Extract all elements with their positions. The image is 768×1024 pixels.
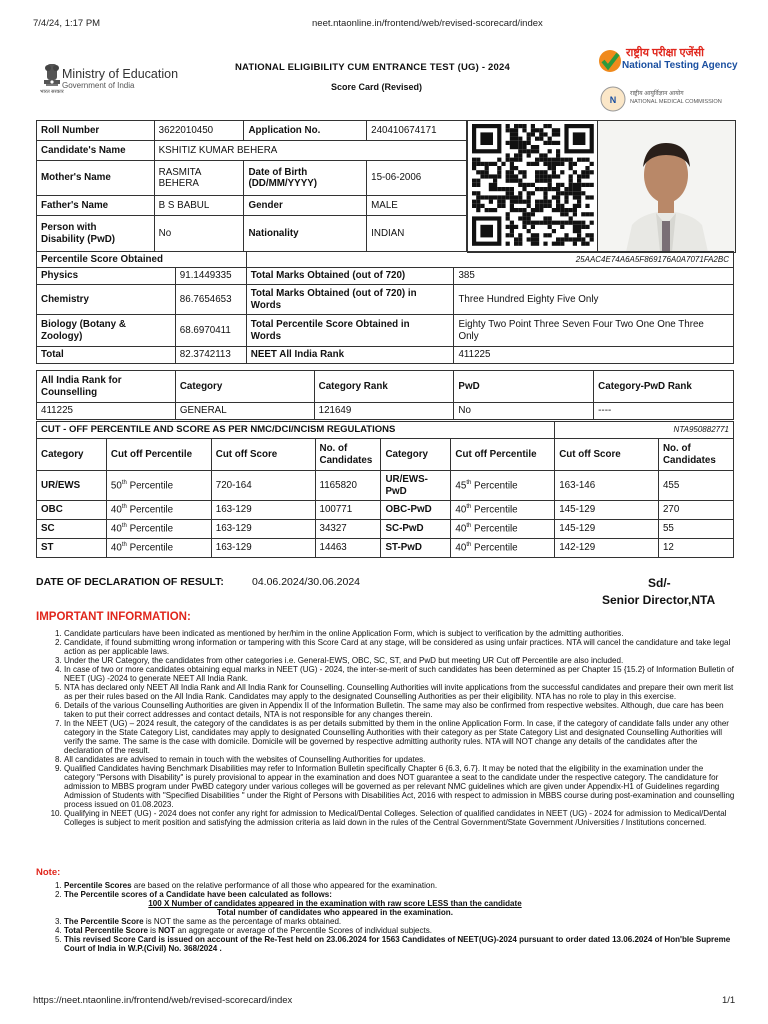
important-item: 5. NTA has declared only NEET All India Rank and All India Rank for Counselling. Counselling Authorities will invite applications from the successful candidates and prepare their own merit list as per their rules based on the All India Rank. Candidates may apply to the designated Counselling Authorities as per their eligibility. NTA has no role to play in this exercise. bbox=[64, 683, 736, 701]
total-percentile-words-value bbox=[454, 315, 734, 347]
table-row bbox=[37, 501, 734, 520]
cutoff-num-header bbox=[315, 439, 381, 471]
table-row bbox=[37, 371, 734, 403]
cutoff-category: UR/EWS bbox=[37, 471, 107, 501]
tpw-label-line-1: Total Percentile Score Obtained in bbox=[250, 319, 410, 331]
tpw-line-1: Eighty Two Point Three Seven Four Two One One Three bbox=[458, 319, 704, 331]
print-url-top: neet.ntaonline.in/frontend/web/revised-scorecard/index bbox=[312, 18, 543, 29]
scores-table bbox=[36, 251, 734, 364]
counselling-air-header bbox=[37, 371, 176, 403]
cutoff-pwd-score-header: Cut off Score bbox=[555, 439, 659, 471]
cutoff-pwd-category-line-1: UR/EWS- bbox=[385, 474, 428, 486]
counselling-pwd-value: No bbox=[454, 403, 594, 420]
total-marks-words-label bbox=[246, 285, 454, 315]
cutoff-category: SC bbox=[37, 520, 107, 539]
note-5-text: This revised Score Card is issued on account of the Re-Test held on 23.06.2024 for 1563 Candidates of NEET(UG)-2024 pursuant to order dated 13.06.2024 of Hon'ble Supreme Court of India in W.P.(Civil) No. 368/2024 . bbox=[64, 935, 731, 954]
cutoff-score: 163-129 bbox=[211, 501, 315, 520]
cutoff-pwd-category-line-1: OBC-PwD bbox=[385, 504, 432, 516]
pwd-label bbox=[37, 216, 155, 252]
mother-label: Mother's Name bbox=[37, 161, 155, 196]
cutoff-pwd-pct-suffix: th bbox=[466, 523, 472, 530]
important-item: 6. Details of the various Counselling Authorities are given in Appendix II of the Information Bulletin. The same may also be confirmed from respective websites. Although, due care has been taken to put their correct addresses and contact details, NTA is not responsible for any changes therein. bbox=[64, 701, 736, 719]
candidate-photo bbox=[597, 120, 736, 253]
ministry-name: Ministry of Education bbox=[62, 67, 179, 81]
counselling-cat-pwd-rank-value: ---- bbox=[594, 403, 734, 420]
note-4-bold2: NOT bbox=[158, 926, 176, 936]
counselling-air-header-line-2: Counselling bbox=[41, 386, 98, 398]
cutoff-pwd-score: 142-129 bbox=[555, 539, 659, 558]
table-row bbox=[37, 347, 734, 364]
cutoff-num: 34327 bbox=[315, 520, 381, 539]
important-title: IMPORTANT INFORMATION: bbox=[36, 611, 191, 623]
cutoff-pwd-category-line-1: SC-PwD bbox=[385, 523, 424, 535]
table-row bbox=[37, 252, 734, 268]
total-marks-label: Total Marks Obtained (out of 720) bbox=[246, 268, 454, 285]
ministry-small: भारत सरकार bbox=[40, 89, 64, 95]
table-row bbox=[37, 121, 467, 141]
note-list bbox=[34, 881, 736, 953]
cutoff-pct-suffix: th bbox=[121, 523, 127, 530]
signature-designation: Senior Director,NTA bbox=[602, 593, 716, 607]
nmc-hindi-name: राष्ट्रीय आयुर्विज्ञान आयोग bbox=[630, 91, 684, 97]
declaration-date: 04.06.2024/30.06.2024 bbox=[252, 576, 361, 588]
name-label: Candidate's Name bbox=[37, 141, 155, 161]
tmw-label-line-1: Total Marks Obtained (out of 720) in bbox=[250, 288, 417, 300]
table-row bbox=[37, 403, 734, 420]
table-row bbox=[37, 471, 734, 501]
table-row bbox=[37, 141, 467, 161]
dob-label bbox=[244, 161, 367, 196]
biology-label-line-2: Zoology) bbox=[41, 330, 83, 342]
cutoff-category: ST bbox=[37, 539, 107, 558]
counselling-table bbox=[36, 370, 734, 420]
table-row bbox=[37, 285, 734, 315]
cutoff-pwd-pct-header: Cut off Percentile bbox=[451, 439, 555, 471]
cutoff-pwd-num: 55 bbox=[658, 520, 733, 539]
tpw-line-2: Only bbox=[458, 330, 479, 342]
print-url-bottom: https://neet.ntaonline.in/frontend/web/revised-scorecard/index bbox=[33, 995, 293, 1006]
cutoff-pct-header: Cut off Percentile bbox=[106, 439, 211, 471]
ministry-sub: Government of India bbox=[62, 81, 135, 90]
counselling-category-value: GENERAL bbox=[175, 403, 314, 420]
air-value: 411225 bbox=[454, 347, 734, 364]
counselling-cat-rank-header: Category Rank bbox=[314, 371, 454, 403]
chemistry-label: Chemistry bbox=[37, 285, 176, 315]
cutoff-pwd-pct-suffix: th bbox=[466, 479, 472, 486]
biology-label bbox=[37, 315, 176, 347]
pwd-label-line-1: Person with bbox=[41, 222, 97, 234]
cutoff-pwd-score: 145-129 bbox=[555, 501, 659, 520]
nationality-value: INDIAN bbox=[367, 216, 467, 252]
note-4-rest: an aggregate or average of the Percentile Scores of individual subjects. bbox=[175, 926, 432, 936]
cutoff-pwd-num-header-line-2: Candidates bbox=[662, 454, 716, 466]
scorecard-subtitle: Score Card (Revised) bbox=[331, 82, 423, 92]
cutoff-pct-number: 50 bbox=[110, 480, 122, 491]
roll-value: 3622010450 bbox=[154, 121, 244, 141]
cutoff-pct bbox=[106, 539, 211, 558]
cutoff-section-label: CUT - OFF PERCENTILE AND SCORE AS PER NMC/DCI/NCISM REGULATIONS bbox=[37, 422, 555, 439]
total-marks-value: 385 bbox=[454, 268, 734, 285]
cutoff-pwd-pct-number: 40 bbox=[455, 504, 467, 516]
cutoff-score-header: Cut off Score bbox=[211, 439, 315, 471]
qr-code-icon bbox=[467, 120, 599, 253]
cutoff-pwd-category bbox=[381, 501, 451, 520]
physics-value: 91.1449335 bbox=[175, 268, 246, 285]
cutoff-pct-word: Percentile bbox=[126, 542, 174, 554]
counselling-air-header-line-1: All India Rank for bbox=[41, 375, 122, 387]
cutoff-pwd-score: 163-146 bbox=[555, 471, 659, 501]
important-item: 8. All candidates are advised to remain in touch with the websites of Counselling Authorities for updates. bbox=[64, 755, 736, 764]
total-value: 82.3742113 bbox=[175, 347, 246, 364]
cutoff-pwd-pct-suffix: th bbox=[466, 542, 472, 549]
note-4-mid: is bbox=[147, 926, 159, 936]
cutoff-num-header-line-2: Candidates bbox=[319, 454, 373, 466]
pwd-label-line-2: Disability (PwD) bbox=[41, 233, 116, 245]
note-2-text: The Percentile scores of a Candidate have been calculated as follows: bbox=[64, 890, 332, 900]
cutoff-score: 720-164 bbox=[211, 471, 315, 501]
cutoff-pct-word: Percentile bbox=[126, 480, 174, 491]
total-marks-words-value: Three Hundred Eighty Five Only bbox=[454, 285, 734, 315]
cutoff-pwd-num: 270 bbox=[658, 501, 733, 520]
mother-value bbox=[154, 161, 244, 196]
formula-denominator: Total number of candidates who appeared in the examination. bbox=[217, 908, 453, 918]
table-row bbox=[37, 268, 734, 285]
important-item: 3. Under the UR Category, the candidates from other categories i.e. General-EWS, OBC, SC, ST, and PwD but meeting UR Cut off Percentile are also included. bbox=[64, 656, 736, 665]
biology-label-line-1: Biology (Botany & bbox=[41, 319, 126, 331]
formula-numerator: 100 X Number of candidates appeared in the examination with raw score LESS than the candidate bbox=[148, 899, 522, 909]
table-row bbox=[37, 422, 734, 439]
cutoff-pct-word: Percentile bbox=[126, 523, 174, 535]
nta-check-icon bbox=[598, 49, 622, 73]
table-row bbox=[37, 196, 467, 216]
cutoff-pct-word: Percentile bbox=[126, 504, 174, 516]
table-row bbox=[37, 315, 734, 347]
app-label: Application No. bbox=[244, 121, 367, 141]
cutoff-num: 100771 bbox=[315, 501, 381, 520]
counselling-category-header: Category bbox=[175, 371, 314, 403]
cutoff-score: 163-129 bbox=[211, 539, 315, 558]
cutoff-num: 1165820 bbox=[315, 471, 381, 501]
cutoff-category-header: Category bbox=[37, 439, 107, 471]
cutoff-pct bbox=[106, 520, 211, 539]
cutoff-num: 14463 bbox=[315, 539, 381, 558]
cutoff-num-header-line-1: No. of bbox=[319, 443, 348, 455]
cutoff-pwd-pct-word: Percentile bbox=[471, 542, 518, 554]
cutoff-pwd-pct-word: Percentile bbox=[471, 480, 518, 491]
table-row bbox=[37, 539, 734, 558]
cutoff-pwd-category-line-1: ST-PwD bbox=[385, 542, 422, 554]
cutoff-pwd-num-header bbox=[658, 439, 733, 471]
important-item: 7. In the NEET (UG) – 2024 result, the category of the candidates is as per details submitted by them in the online Application Form. In case, if the category of candidate falls under any other category in the State Category List, candidates may apply to designated Counselling Authorities with their category as per State Category List and designated Counselling Authorities will verify the same. The same is the case with domicile. Domicile will be governed by respective admitting authority rules. NTA will NOT change any details of the candidates after the declaration of the result. bbox=[64, 719, 736, 755]
svg-text:N: N bbox=[609, 95, 617, 105]
note-1-bold: Percentile Scores bbox=[64, 881, 132, 890]
gender-value: MALE bbox=[367, 196, 467, 216]
nmc-emblem-icon bbox=[600, 86, 626, 112]
important-item: 9. Qualified Candidates having Benchmark Disabilities may refer to Information Bulletin specifically Chapter 6 {6.3, 6.7}. It may be noted that the eligibility in the examination under the category "Persons with Disability" is purely provisional to appear in the examination and does NOT guarantee a seat to the candidate under the respective category. The candidature for admission to MBBS program under PwBD category under various colleges will be governed as per relevant NMC guidelines which are given under Appendix-H1 of Guidelines regarding Admission of Students with "Specified Disabilities " under the Right of Persons with Disabilities Act, 2016 with respect to admission in MBBS course during post-examination and counselling process issued on 01.08.2023. bbox=[64, 764, 736, 809]
important-item: 1. Candidate particulars have been indicated as mentioned by her/him in the online Application Form, which is subject to verification by the admitting authorities. bbox=[64, 629, 736, 638]
dob-value: 15-06-2006 bbox=[367, 161, 467, 196]
nta-hindi-name: राष्ट्रीय परीक्षा एजेंसी bbox=[626, 47, 704, 59]
cutoff-pct-suffix: th bbox=[121, 504, 127, 511]
cutoff-pct-number: 40 bbox=[110, 542, 122, 554]
counselling-pwd-header: PwD bbox=[454, 371, 594, 403]
name-value: KSHITIZ KUMAR BEHERA bbox=[154, 141, 466, 161]
signature-sd: Sd/- bbox=[648, 576, 671, 590]
chemistry-value: 86.7654653 bbox=[175, 285, 246, 315]
cutoff-pct-suffix: th bbox=[121, 542, 127, 549]
cutoff-pwd-pct-number: 40 bbox=[455, 542, 467, 554]
cutoff-pwd-pct-word: Percentile bbox=[471, 523, 518, 535]
note-item bbox=[64, 917, 736, 926]
note-item bbox=[64, 890, 736, 917]
father-value: B S BABUL bbox=[154, 196, 244, 216]
nationality-label: Nationality bbox=[244, 216, 367, 252]
print-timestamp: 7/4/24, 1:17 PM bbox=[33, 18, 101, 29]
cutoff-pct bbox=[106, 501, 211, 520]
cutoff-pwd-pct bbox=[451, 471, 555, 501]
note-4-bold: Total Percentile Score bbox=[64, 926, 148, 936]
cutoff-pwd-pct bbox=[451, 501, 555, 520]
note-3-bold: The Percentile Score bbox=[64, 917, 144, 927]
exam-title: NATIONAL ELIGIBILITY CUM ENTRANCE TEST (UG) - 2024 bbox=[235, 62, 510, 73]
dob-label-line-2: (DD/MM/YYYY) bbox=[248, 178, 318, 189]
cutoff-pwd-category-header: Category bbox=[381, 439, 451, 471]
cutoff-pwd-pct-number: 45 bbox=[455, 480, 467, 491]
cutoff-pct-number: 40 bbox=[110, 504, 122, 516]
cutoff-score: 163-129 bbox=[211, 520, 315, 539]
cutoff-pwd-category bbox=[381, 539, 451, 558]
total-label: Total bbox=[37, 347, 176, 364]
tpw-label-line-2: Words bbox=[250, 330, 282, 342]
nta-english-name: National Testing Agency bbox=[622, 60, 738, 71]
counselling-air-value: 411225 bbox=[37, 403, 176, 420]
important-item: 4. In case of two or more candidates obtaining equal marks in NEET (UG) - 2024, the inter-se-merit of such candidates has been determined as per Chapter 15 {15.2} of Information Bulletin of NEET (UG) -2024 to generate NEET All India Rank. bbox=[64, 665, 736, 683]
cutoff-pct bbox=[106, 471, 211, 501]
cutoff-pwd-score: 145-129 bbox=[555, 520, 659, 539]
cutoff-pwd-pct bbox=[451, 539, 555, 558]
nmc-english-name: NATIONAL MEDICAL COMMISSION bbox=[630, 99, 722, 105]
biology-value: 68.6970411 bbox=[175, 315, 246, 347]
cutoff-code: NTA950882771 bbox=[555, 422, 734, 439]
cutoff-pct-suffix: th bbox=[121, 479, 127, 486]
cutoff-pwd-category bbox=[381, 520, 451, 539]
note-item bbox=[64, 926, 736, 935]
dob-label-line-1: Date of Birth bbox=[248, 166, 308, 178]
cutoff-pwd-pct-number: 40 bbox=[455, 523, 467, 535]
note-title: Note: bbox=[36, 867, 61, 878]
mother-line-2: BEHERA bbox=[158, 178, 199, 189]
tmw-label-line-2: Words bbox=[250, 299, 282, 311]
cutoff-pwd-category bbox=[381, 471, 451, 501]
app-value: 240410674171 bbox=[367, 121, 467, 141]
important-item: 2. Candidate, if found submitting wrong information or tampering with this Score Card at any stage, will be considered as using unfair practices. NTA will cancel the candidature and take legal action as per applicable laws. bbox=[64, 638, 736, 656]
counselling-cat-rank-value: 121649 bbox=[314, 403, 454, 420]
roll-label: Roll Number bbox=[37, 121, 155, 141]
cutoff-pwd-pct bbox=[451, 520, 555, 539]
table-row bbox=[37, 520, 734, 539]
declaration-label: DATE OF DECLARATION OF RESULT: bbox=[36, 576, 224, 588]
table-row bbox=[37, 216, 467, 252]
important-list bbox=[34, 629, 736, 827]
mother-line-1: RASMITA bbox=[158, 166, 202, 178]
cutoff-pwd-category-line-2: PwD bbox=[385, 485, 407, 497]
note-1-rest: are based on the relative performance of all those who appeared for the examination. bbox=[131, 881, 438, 890]
percentile-section-label: Percentile Score Obtained bbox=[37, 252, 247, 268]
table-row bbox=[37, 161, 467, 196]
cutoff-pwd-num: 12 bbox=[658, 539, 733, 558]
gender-label: Gender bbox=[244, 196, 367, 216]
cutoff-pwd-pct-suffix: th bbox=[466, 504, 472, 511]
total-percentile-words-label bbox=[246, 315, 454, 347]
note-3-rest: is NOT the same as the percentage of marks obtained. bbox=[143, 917, 342, 927]
candidate-details-table bbox=[36, 120, 467, 252]
cutoff-table bbox=[36, 421, 734, 558]
note-item bbox=[64, 935, 736, 953]
cutoff-pwd-num: 455 bbox=[658, 471, 733, 501]
cutoff-pwd-pct-word: Percentile bbox=[471, 504, 518, 516]
print-page-count: 1/1 bbox=[722, 995, 736, 1006]
important-item: 10. Qualifying in NEET (UG) - 2024 does not confer any right for admission to Medical/Dental Colleges. Selection of qualified candidates in NEET (UG) - 2024 for admission to Medical/Dental Colleges is subject to merit position and satisfying the admission criteria as laid down in the rules of the Central Government/State Government /Universities / Institutions concerned. bbox=[64, 809, 736, 827]
physics-label: Physics bbox=[37, 268, 176, 285]
table-row bbox=[37, 439, 734, 471]
pwd-value: No bbox=[154, 216, 244, 252]
cutoff-pct-number: 40 bbox=[110, 523, 122, 535]
father-label: Father's Name bbox=[37, 196, 155, 216]
score-hash: 25AAC4E74A6A5F869176A0A7071FA2BC bbox=[246, 252, 733, 268]
cutoff-category: OBC bbox=[37, 501, 107, 520]
counselling-cat-pwd-rank-header: Category-PwD Rank bbox=[594, 371, 734, 403]
cutoff-pwd-num-header-line-1: No. of bbox=[662, 443, 691, 455]
note-item bbox=[64, 881, 736, 890]
air-label: NEET All India Rank bbox=[246, 347, 454, 364]
